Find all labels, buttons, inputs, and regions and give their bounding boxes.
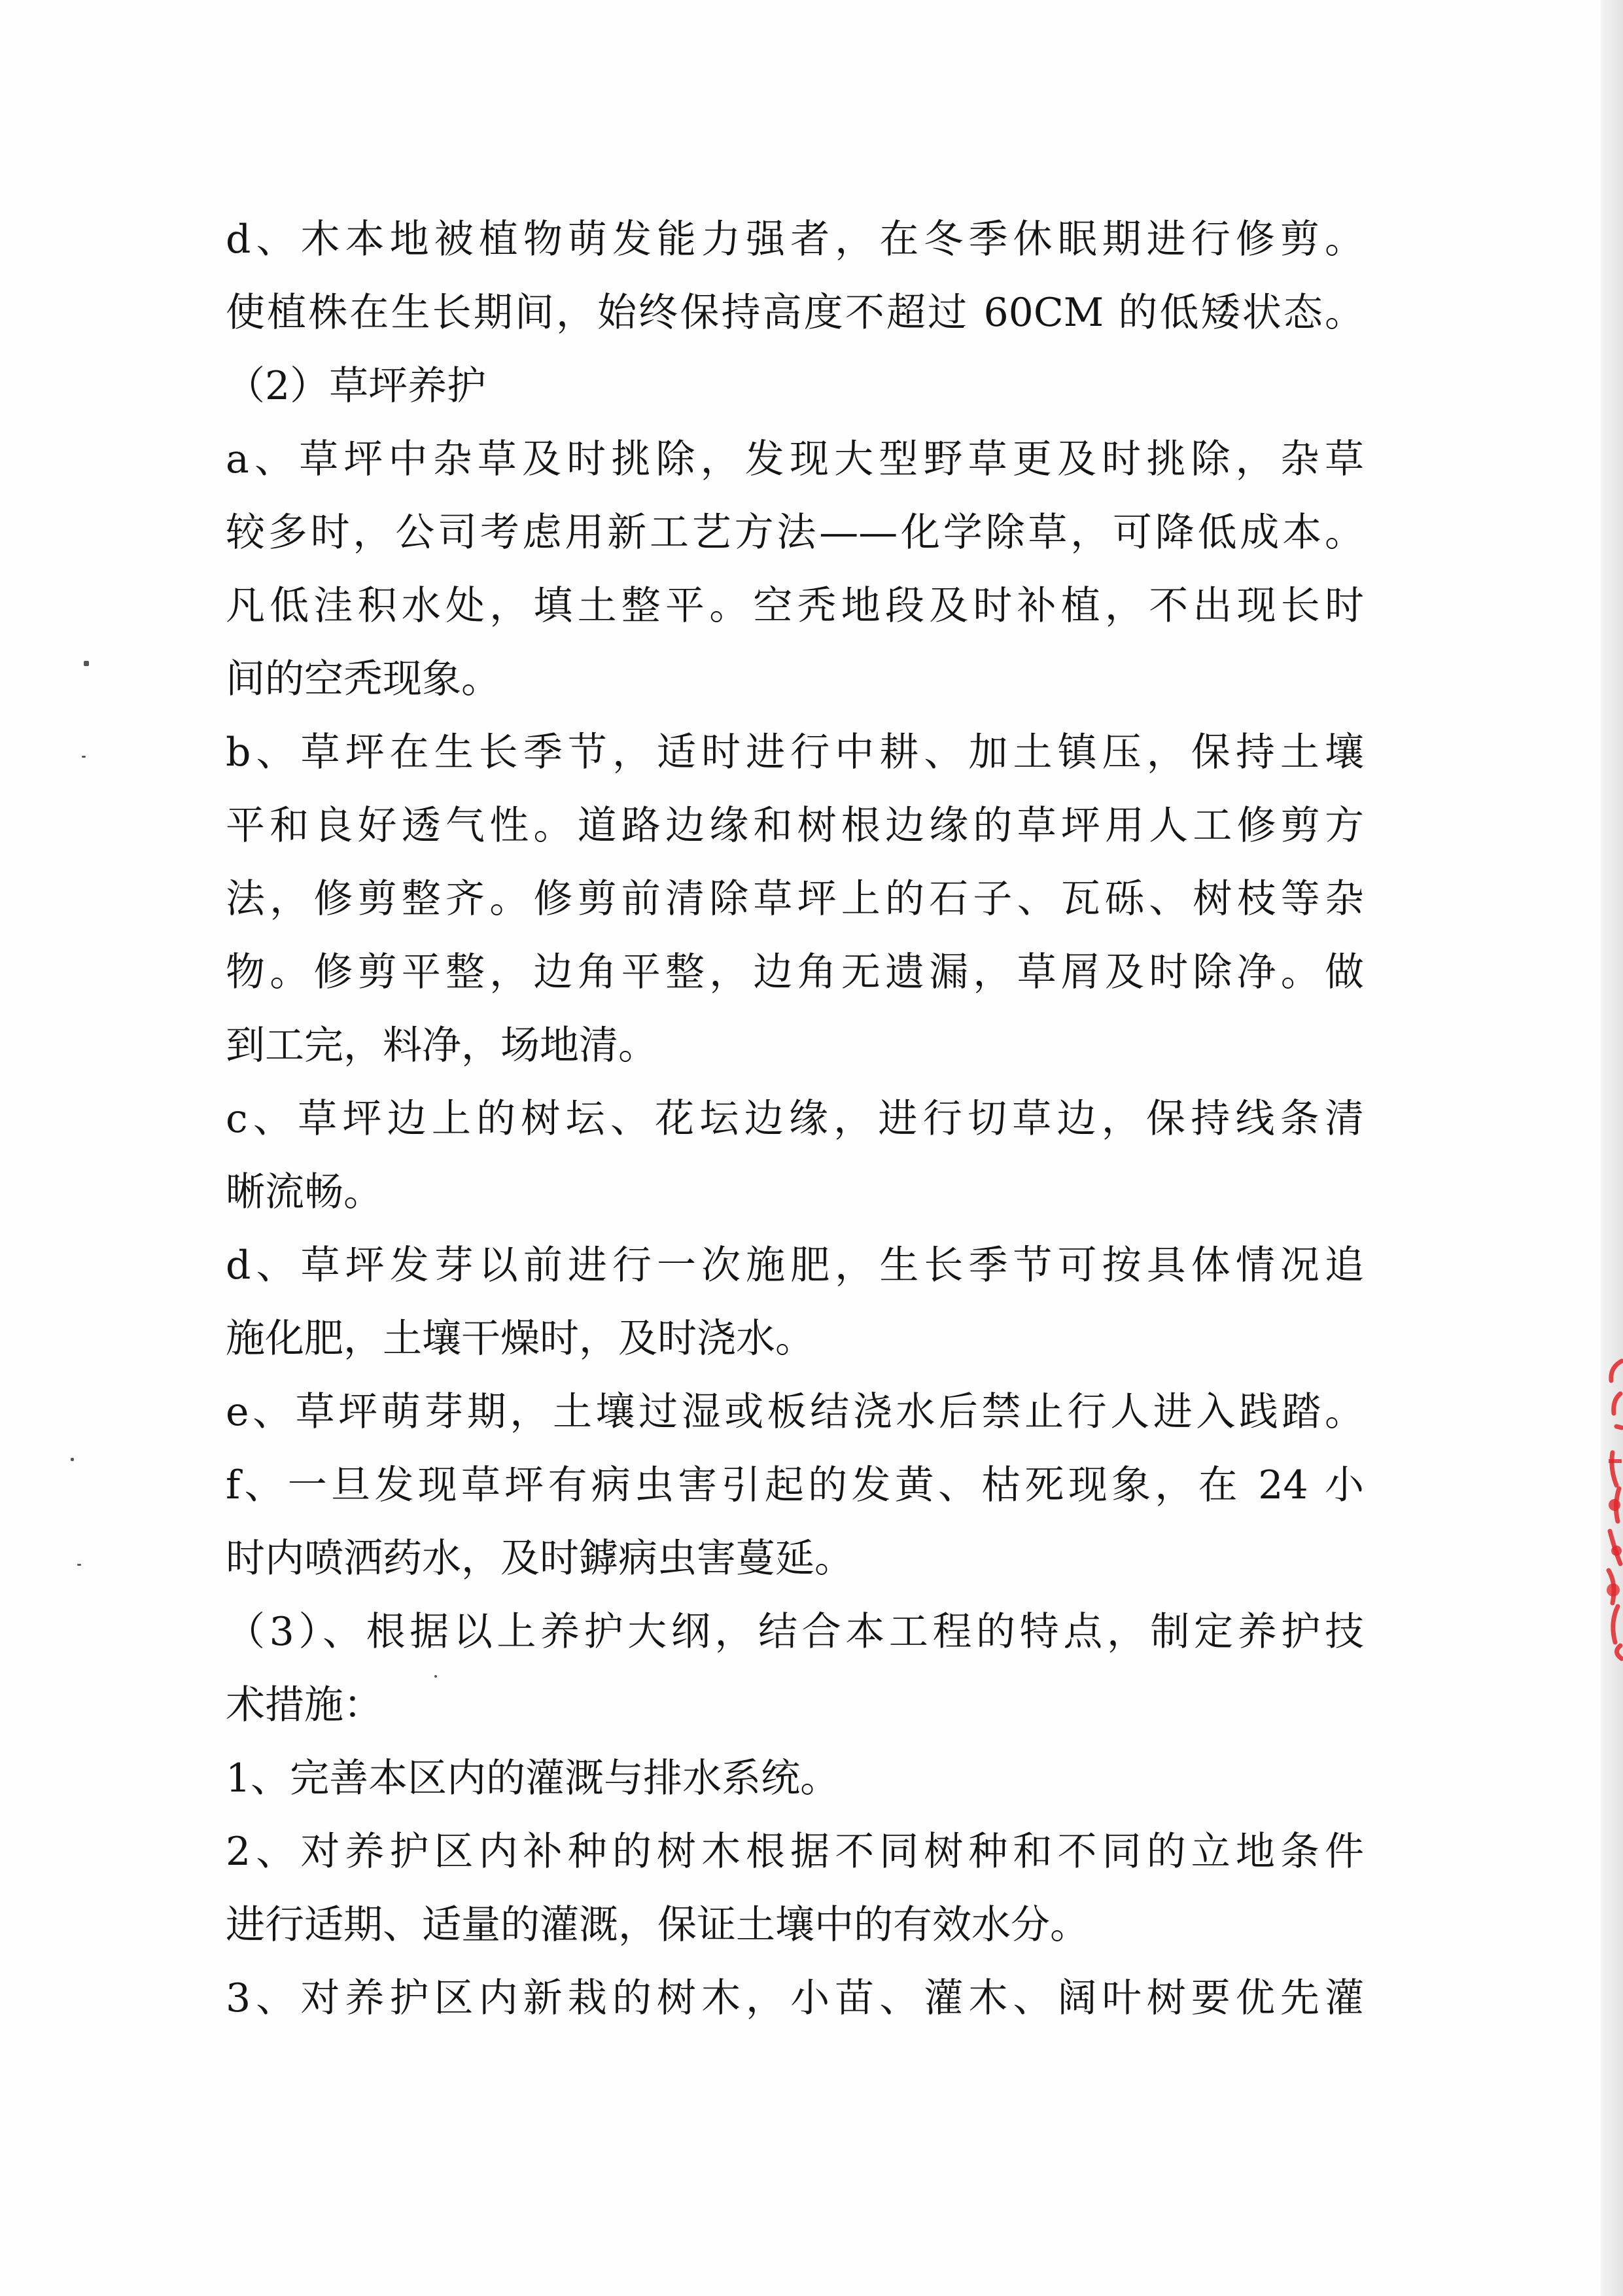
scan-speck: [71, 1458, 74, 1461]
text-line: 1、完善本区内的灌溉与排水系统。: [226, 1756, 840, 1801]
scan-speck: [434, 1675, 437, 1678]
text-line: 2、对养护区内补种的树木根据不同树种和不同的立地条件: [226, 1829, 1364, 1875]
text-line: f、一旦发现草坪有病虫害引起的发黄、枯死现象，在 24 小: [226, 1462, 1364, 1508]
text-line: 到工完，料净，场地清。: [226, 1023, 657, 1069]
text-line: 平和良好透气性。道路边缘和树根边缘的草坪用人工修剪方: [226, 803, 1364, 849]
page-edge-shadow: [1601, 0, 1623, 2296]
text-line: 进行适期、适量的灌溉，保证土壤中的有效水分。: [226, 1902, 1089, 1948]
text-line: 较多时，公司考虑用新工艺方法——化学除草，可降低成本。: [226, 510, 1364, 556]
text-line: 术措施：: [226, 1682, 383, 1728]
text-line: d、草坪发芽以前进行一次施肥，生长季节可按具体情况追: [226, 1243, 1364, 1288]
text-line: c、草坪边上的树坛、花坛边缘，进行切草边，保持线条清: [226, 1096, 1364, 1142]
text-line: b、草坪在生长季节，适时进行中耕、加土镇压，保持土壤: [226, 730, 1364, 775]
text-line: 凡低洼积水处，填土整平。空秃地段及时补植，不出现长时: [226, 583, 1364, 629]
scan-speck: [82, 756, 86, 758]
text-line: 3、对养护区内新栽的树木，小苗、灌木、阔叶树要优先灌: [226, 1975, 1364, 2021]
body-text: [226, 203, 1364, 2035]
section-heading: （3）、根据以上养护大纲，结合本工程的特点，制定养护技: [226, 1609, 1364, 1655]
text-line: d、木本地被植物萌发能力强者，在冬季休眠期进行修剪。: [226, 217, 1364, 262]
red-seal-stamp-fragment: [1584, 1354, 1623, 1662]
text-line: 施化肥，土壤干燥时，及时浇水。: [226, 1316, 814, 1362]
scan-speck: [77, 1564, 81, 1566]
text-line: 间的空秃现象。: [226, 656, 500, 702]
text-line: 使植株在生长期间，始终保持高度不超过 60CM 的低矮状态。: [226, 290, 1364, 336]
scan-speck: [84, 661, 89, 666]
text-line: a、草坪中杂草及时挑除，发现大型野草更及时挑除，杂草: [226, 436, 1364, 482]
text-line: 时内喷洒药水，及时鏬病虫害蔓延。: [226, 1536, 854, 1581]
section-heading: （2）草坪养护: [226, 363, 487, 409]
text-line: 晰流畅。: [226, 1169, 383, 1215]
text-line: 法，修剪整齐。修剪前清除草坪上的石子、瓦砾、树枝等杂: [226, 876, 1364, 922]
text-line: e、草坪萌芽期，土壤过湿或板结浇水后禁止行人进入践踏。: [226, 1389, 1364, 1435]
text-line: 物。修剪平整，边角平整，边角无遗漏，草屑及时除净。做: [226, 949, 1364, 995]
